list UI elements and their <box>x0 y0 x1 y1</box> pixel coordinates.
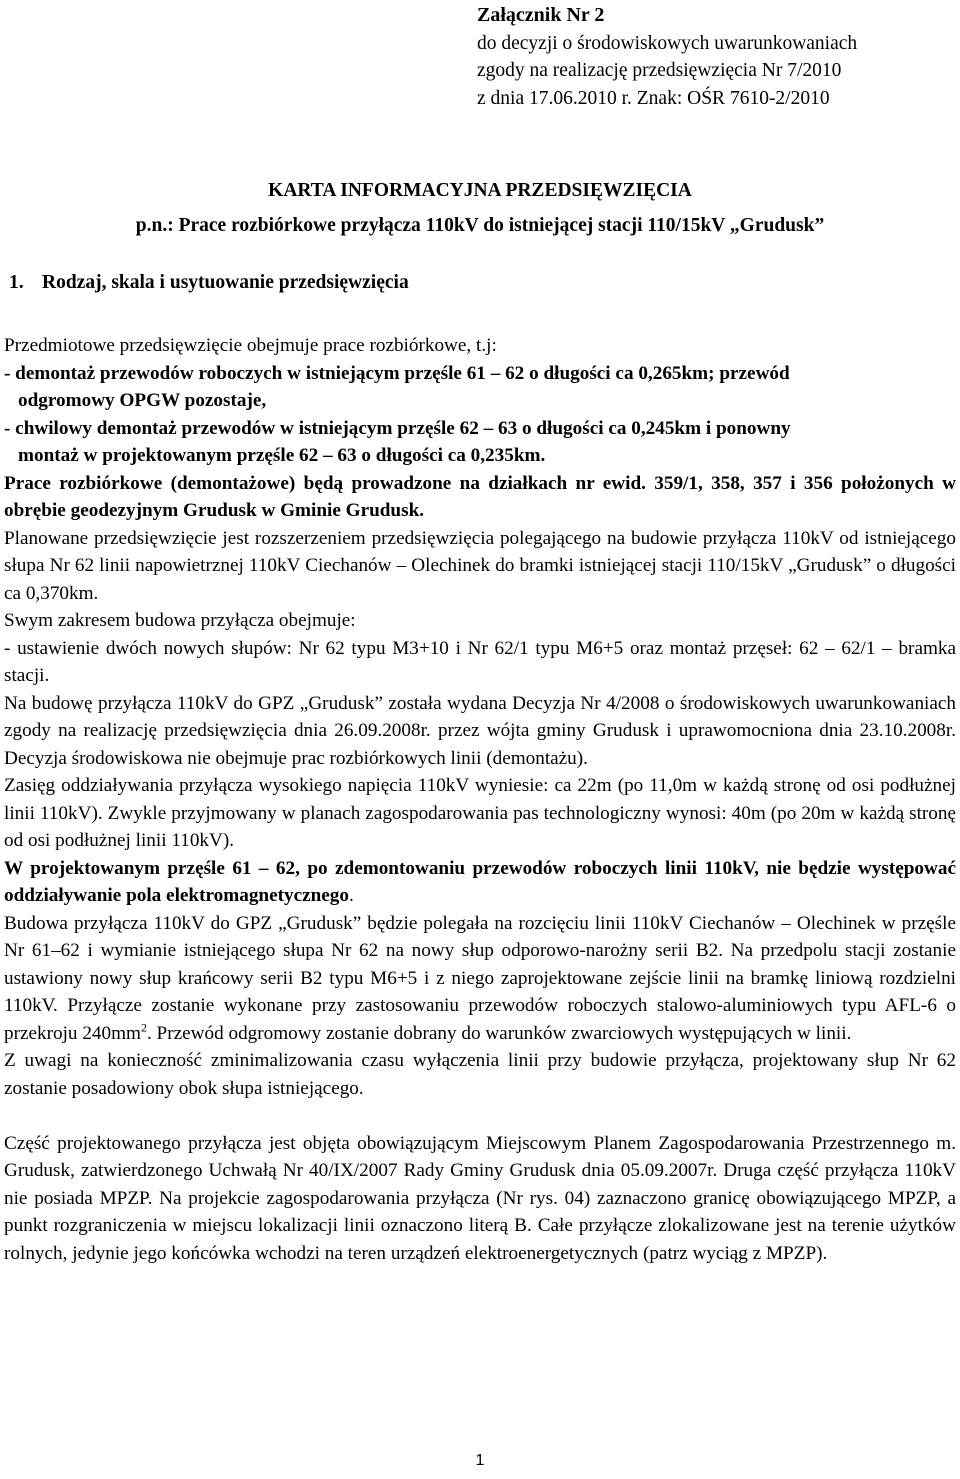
no-impact-text: W projektowanym przęśle 61 – 62, po zdemontowaniu przewodów roboczych linii 110kV, nie będzie występować oddziaływanie pola elektromagnetycznego <box>4 857 956 906</box>
section-title: Rodzaj, skala i usytuowanie przedsięwzięcia <box>42 272 409 293</box>
mpzp-paragraph: Część projektowanego przyłącza jest objęta obowiązującym Miejscowym Planem Zagospodarowania Przestrzennego m. Grudusk, zatwierdzonego Uchwałą Nr 40/IX/2007 Rady Gminy Grudusk dnia 05.09.2007r. Druga część przyłącza 110kV nie posiada MPZP. Na projekcie zagospodarowania przyłącza (Nr rys. 04) zaznaczono granicę obowiązującego MPZP, a punkt rozgraniczenia w miejscu lokalizacji linii oznaczono literą B. Całe przyłącze zlokalizowane jest na terenie użytków rolnych, jedynie jego końcówka wchodzi na teren urządzeń elektroenergetycznych (patrz wyciąg z MPZP). <box>4 1132 956 1264</box>
list-item-1-line-2: odgromowy OPGW pozostaje, <box>18 390 267 411</box>
card-subtitle: p.n.: Prace rozbiórkowe przyłącza 110kV do istniejącej stacji 110/15kV „Grudusk” <box>135 215 825 236</box>
list-item-1-line-1: - demontaż przewodów roboczych w istniejącym przęśle 61 – 62 o długości ca 0,265km; przewód <box>4 362 790 384</box>
construction-text-b: . Przewód odgromowy zostanie dobrany do warunków zwarciowych występujących w linii. <box>146 1022 852 1044</box>
construction-text-a: Budowa przyłącza 110kV do GPZ „Grudusk” będzie polegała na rozcięciu linii 110kV Ciechanów – Olechinek w przęśle Nr 61–62 i wymianie istniejącego słupa Nr 62 na nowy słup odporowo-narożny serii B2. Na przedpolu stacji zostanie ustawiony nowy słup krańcowy serii B2 typu M6+5 i z niego zaprojektowane zejście linii na bramkę liniową rozdzielni 110kV. Przyłącze zostanie wykonane przy zastosowaniu przewodów roboczych stalowo-aluminiowych typu AFL-6 o przekroju 240mm <box>4 912 956 1044</box>
range-paragraph: Zasięg oddziaływania przyłącza wysokiego napięcia 110kV wyniesie: ca 22m (po 11,0m w każdą stronę od osi podłużnej linii 110kV). Zwykle przyjmowany w planach zagospodarowania pas technologiczny wynosi: 40m (po 20m w każdą stronę od osi podłużnej linii 110kV). <box>4 775 956 851</box>
attachment-header <box>477 2 947 112</box>
document-body <box>4 332 956 1267</box>
planned-paragraph: Planowane przedsięwzięcie jest rozszerzeniem przedsięwzięcia polegającego na budowie przyłącza 110kV od istniejącego słupa Nr 62 linii napowietrznej 110kV Ciechanów – Olechinek do bramki istniejącej stacji 110/15kV „Grudusk” o długości ca 0,370km. <box>4 527 956 604</box>
scope-paragraph: Swym zakresem budowa przyłącza obejmuje: <box>4 610 356 631</box>
attachment-line-3: z dnia 17.06.2010 r. Znak: OŚR 7610-2/2010 <box>477 87 830 109</box>
works-location-paragraph: Prace rozbiórkowe (demontażowe) będą prowadzone na działkach nr ewid. 359/1, 358, 357 i 356 położonych w obrębie geodezyjnym Grudusk w Gminie Grudusk. <box>4 472 956 521</box>
paragraph-spacer <box>4 1102 956 1130</box>
card-title: KARTA INFORMACYJNA PRZEDSIĘWZIĘCIA <box>268 180 692 201</box>
page-number: 1 <box>475 1452 485 1469</box>
no-impact-paragraph <box>4 855 956 910</box>
no-impact-end: . <box>349 885 354 906</box>
attachment-line-2: zgody na realizację przedsięwzięcia Nr 7/2010 <box>477 60 842 81</box>
scope-item: - ustawienie dwóch nowych słupów: Nr 62 typu M3+10 i Nr 62/1 typu M6+5 oraz montaż przęseł: 62 – 62/1 – bramka stacji. <box>4 637 956 686</box>
attachment-line-1: do decyzji o środowiskowych uwarunkowaniach <box>477 32 858 54</box>
construction-superscript: 2 <box>140 1020 147 1035</box>
section-heading <box>9 272 409 294</box>
list-item-2-line-1: - chwilowy demontaż przewodów w istniejącym przęśle 62 – 63 o długości ca 0,245km i ponowny <box>4 417 791 439</box>
minimize-paragraph: Z uwagi na konieczność zminimalizowania czasu wyłączenia linii przy budowie przyłącza, projektowany słup Nr 62 zostanie posadowiony obok słupa istniejącego. <box>4 1050 956 1099</box>
list-item-2-line-2: montaż w projektowanym przęśle 62 – 63 o długości ca 0,235km. <box>18 445 546 466</box>
intro-paragraph: Przedmiotowe przedsięwzięcie obejmuje prace rozbiórkowe, t.j: <box>4 335 497 356</box>
attachment-heading: Załącznik Nr 2 <box>477 4 605 26</box>
section-number: 1. <box>9 272 24 293</box>
decision-paragraph: Na budowę przyłącza 110kV do GPZ „Grudusk” została wydana Decyzja Nr 4/2008 o środowiskowych uwarunkowaniach zgody na realizację przedsięwzięcia dnia 26.09.2008r. przez wójta gminy Grudusk i uprawomocniona dnia 23.10.2008r. Decyzja środowiskowa nie obejmuje prac rozbiórkowych linii (demontażu). <box>4 692 956 769</box>
construction-paragraph <box>4 910 956 1048</box>
